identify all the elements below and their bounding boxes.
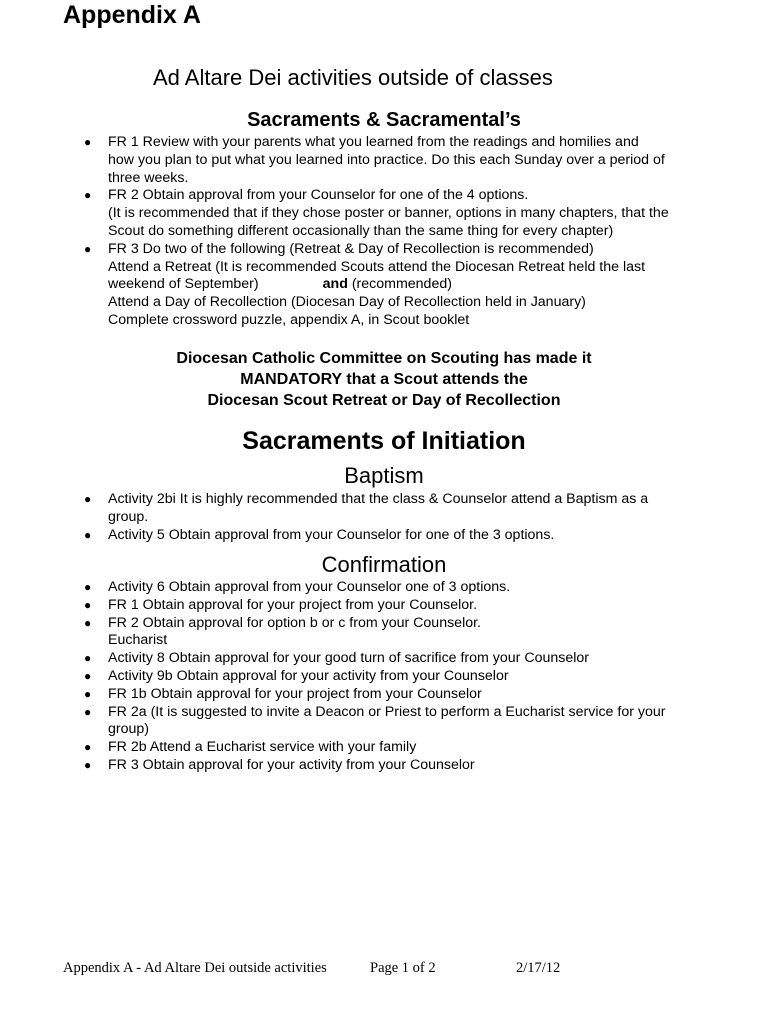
item-line: FR 2 Obtain approval for option b or c from your Counselor. <box>108 614 481 631</box>
bullet-icon: ● <box>84 580 92 594</box>
bullet-icon: ● <box>84 704 92 719</box>
item-line-tail: (recommended) <box>347 276 452 293</box>
bullet-icon: ● <box>84 188 92 203</box>
item-line: (It is recommended that if they chose poster or banner, options in many chapters, that the <box>108 205 669 222</box>
item-line-bold: and <box>322 276 348 293</box>
bullet-icon: ● <box>84 527 92 542</box>
item-line: FR 2a (It is suggested to invite a Deacon or Priest to perform a Eucharist service for your <box>108 703 666 720</box>
footer-page-number: Page 1 of 2 <box>370 960 436 976</box>
item-line: Activity 2bi It is highly recommended that the class & Counselor attend a Baptism as a <box>108 491 649 507</box>
item-line: FR 2b Attend a Eucharist service with your family <box>108 739 417 756</box>
item-line: how you plan to put what you learned into practice. Do this each Sunday over a period of <box>108 151 665 168</box>
list-item <box>0 739 768 757</box>
item-line: three weeks. <box>108 169 189 186</box>
sacraments-list <box>0 134 768 330</box>
item-line: Activity 8 Obtain approval for your good turn of sacrifice from your Counselor <box>108 650 590 667</box>
list-item <box>0 615 768 651</box>
list-item <box>0 491 768 527</box>
mandatory-line: MANDATORY that a Scout attends the <box>240 371 528 388</box>
item-line: Activity 9b Obtain approval for your activity from your Counselor <box>108 667 509 684</box>
list-item <box>0 597 768 615</box>
list-item <box>0 579 768 597</box>
mandatory-line: Diocesan Catholic Committee on Scouting has made it <box>176 350 592 367</box>
bullet-icon: ● <box>84 135 92 149</box>
list-item <box>0 668 768 686</box>
item-line: Activity 5 Obtain approval from your Counselor for one of the 3 options. <box>108 526 555 543</box>
item-line: Eucharist <box>108 632 168 649</box>
initiation-heading: Sacraments of Initiation <box>242 427 526 455</box>
item-line: FR 1b Obtain approval for your project from your Counselor <box>108 685 482 702</box>
list-item <box>0 704 768 740</box>
list-item <box>0 686 768 704</box>
item-line: FR 3 Obtain approval for your activity from your Counselor <box>108 756 475 773</box>
footer-title: Appendix A - Ad Altare Dei outside activities <box>63 960 327 976</box>
bullet-icon: ● <box>84 241 92 256</box>
bullet-icon: ● <box>84 615 92 630</box>
item-line: Complete crossword puzzle, appendix A, in Scout booklet <box>108 311 470 328</box>
bullet-icon: ● <box>84 597 92 612</box>
item-line: group) <box>108 721 150 738</box>
bullet-icon: ● <box>84 492 92 506</box>
item-line: FR 1 Obtain approval for your project from your Counselor. <box>108 596 478 613</box>
list-item <box>0 241 768 330</box>
item-line: Scout do something different occasionally than the same thing for every chapter) <box>108 222 614 239</box>
baptism-list <box>0 491 768 544</box>
item-line <box>108 276 718 294</box>
footer-date: 2/17/12 <box>516 960 561 976</box>
item-line: group. <box>108 508 149 525</box>
confirmation-list <box>0 579 768 775</box>
section-heading-sacraments: Sacraments & Sacramental’s <box>247 109 521 131</box>
list-item <box>0 650 768 668</box>
bullet-icon: ● <box>84 651 92 666</box>
item-line-text: weekend of September) <box>108 276 259 293</box>
list-item <box>0 527 768 545</box>
item-line: Activity 6 Obtain approval from your Counselor one of 3 options. <box>108 579 511 595</box>
confirmation-heading: Confirmation <box>321 552 447 577</box>
list-item <box>0 757 768 775</box>
bullet-icon: ● <box>84 740 92 755</box>
list-item <box>0 187 768 240</box>
item-line: FR 3 Do two of the following (Retreat & Day of Recollection is recommended) <box>108 240 594 257</box>
mandatory-notice <box>0 348 768 411</box>
bullet-icon: ● <box>84 686 92 701</box>
bullet-icon: ● <box>84 668 92 683</box>
item-line: Attend a Retreat (It is recommended Scouts attend the Diocesan Retreat held the last <box>108 258 646 275</box>
baptism-heading: Baptism <box>344 463 424 488</box>
mandatory-line: Diocesan Scout Retreat or Day of Recollection <box>207 392 561 409</box>
list-item <box>0 134 768 187</box>
bullet-icon: ● <box>84 757 92 772</box>
item-line: FR 1 Review with your parents what you learned from the readings and homilies and <box>108 134 639 150</box>
item-line: Attend a Day of Recollection (Diocesan Day of Recollection held in January) <box>108 294 586 311</box>
appendix-title: Appendix A <box>63 1 201 29</box>
document-subtitle: Ad Altare Dei activities outside of classes <box>153 65 553 90</box>
item-line: FR 2 Obtain approval from your Counselor for one of the 4 options. <box>108 187 529 204</box>
